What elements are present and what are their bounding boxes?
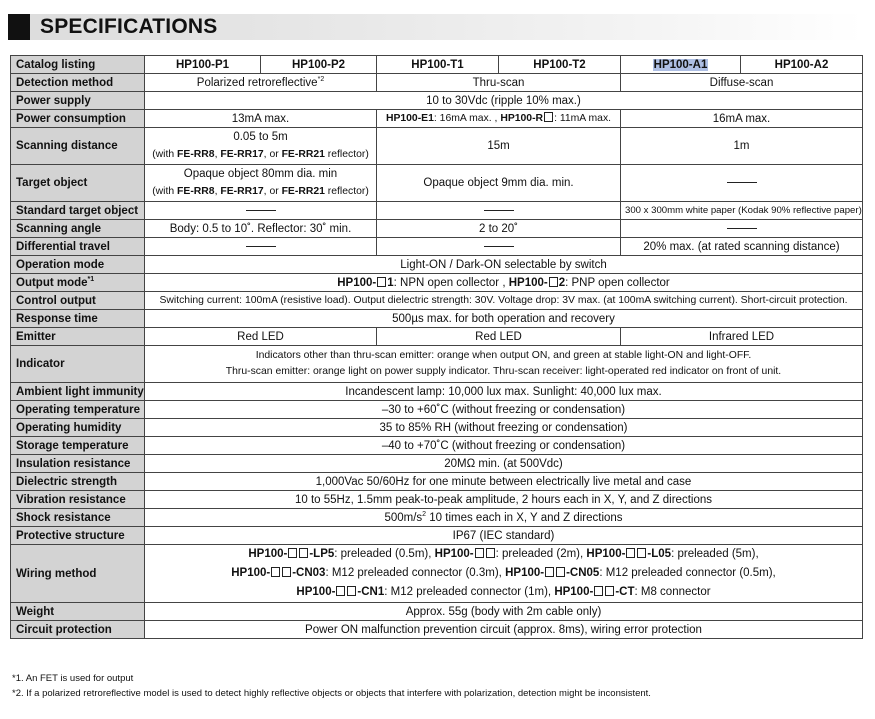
dash-icon [727, 228, 757, 229]
dash-icon [246, 210, 276, 211]
placeholder-box-icon [549, 277, 558, 287]
row-label: Storage temperature [11, 437, 145, 455]
table-row [11, 473, 863, 491]
table-row [11, 310, 863, 328]
table-row [11, 220, 863, 238]
row-label: Catalog listing [11, 56, 145, 74]
placeholder-box-icon [288, 548, 297, 558]
cell: Power ON malfunction prevention circuit (approx. 8ms), wiring error protection [145, 621, 863, 639]
placeholder-box-icon [299, 548, 308, 558]
model-header: HP100-T1 [377, 56, 499, 74]
row-label: Differential travel [11, 238, 145, 256]
placeholder-box-icon [475, 548, 484, 558]
table-row [11, 527, 863, 545]
table-row [11, 545, 863, 603]
cell: HP100- 1: NPN open collector , HP100- 2: PNP open collector [145, 274, 863, 292]
placeholder-box-icon [282, 567, 291, 577]
placeholder-box-icon [271, 567, 280, 577]
cell: –30 to +60˚C (without freezing or condensation) [145, 401, 863, 419]
dash-icon [484, 246, 514, 247]
table-row [11, 165, 863, 202]
table-row [11, 491, 863, 509]
cell: 16mA max. [621, 110, 863, 128]
row-label: Emitter [11, 328, 145, 346]
cell: Light-ON / Dark-ON selectable by switch [145, 256, 863, 274]
cell: Incandescent lamp: 10,000 lux max. Sunlight: 40,000 lux max. [145, 383, 863, 401]
table-row [11, 509, 863, 527]
cell: HP100- -LP5: preleaded (0.5m), HP100- : preleaded (2m), HP100- -L05: preleaded (5m), HP100- -CN03: M12 preleaded connector (0.3m), HP100- -CN05: M12 preleaded connector (0.5m), HP100- -CN1: M12 preleaded connector (1m), HP100- -CT: M8 connector [145, 545, 863, 603]
cell: 500µs max. for both operation and recovery [145, 310, 863, 328]
row-label: Operation mode [11, 256, 145, 274]
model-header: HP100-A2 [741, 56, 863, 74]
row-label: Detection method [11, 74, 145, 92]
cell: Switching current: 100mA (resistive load). Output dielectric strength: 30V. Voltage drop: 3V max. (at 100mA switching current). Short-circuit protection. [145, 292, 863, 310]
placeholder-box-icon [486, 548, 495, 558]
cell [621, 220, 863, 238]
cell [377, 202, 621, 220]
cell: 2 to 20˚ [377, 220, 621, 238]
specifications-table [10, 55, 863, 639]
row-label: Power consumption [11, 110, 145, 128]
cell: HP100-E1: 16mA max. , HP100-R : 11mA max. [377, 110, 621, 128]
table-row [11, 383, 863, 401]
placeholder-box-icon [594, 586, 603, 596]
cell: Indicators other than thru-scan emitter: orange when output ON, and green at stable light-ON and light-OFF. Thru-scan emitter: orange light on power supply indicator. Thru-scan receiver: light-operated red indicator on front of unit. [145, 346, 863, 383]
dash-icon [246, 246, 276, 247]
cell: Approx. 55g (body with 2m cable only) [145, 603, 863, 621]
row-label: Operating temperature [11, 401, 145, 419]
dash-icon [484, 210, 514, 211]
placeholder-box-icon [545, 567, 554, 577]
table-row [11, 110, 863, 128]
cell: Thru-scan [377, 74, 621, 92]
table-row [11, 128, 863, 165]
table-row [11, 256, 863, 274]
row-label: Insulation resistance [11, 455, 145, 473]
cell: Body: 0.5 to 10˚. Reflector: 30˚ min. [145, 220, 377, 238]
row-label: Scanning distance [11, 128, 145, 165]
row-label: Weight [11, 603, 145, 621]
section-header [8, 14, 863, 40]
footnote-2: *2. If a polarized retroreflective model is used to detect highly reflective objects or objects that interfere with polarization, detection might be inconsistent. [12, 688, 651, 699]
cell: 10 to 30Vdc (ripple 10% max.) [145, 92, 863, 110]
placeholder-box-icon [544, 112, 553, 122]
row-label: Response time [11, 310, 145, 328]
row-label: Ambient light immunity [11, 383, 145, 401]
cell: 15m [377, 128, 621, 165]
cell: Opaque object 9mm dia. min. [377, 165, 621, 202]
dash-icon [727, 182, 757, 183]
placeholder-box-icon [626, 548, 635, 558]
placeholder-box-icon [637, 548, 646, 558]
row-label: Vibration resistance [11, 491, 145, 509]
model-header-highlighted: HP100-A1 [621, 56, 741, 74]
row-label: Scanning angle [11, 220, 145, 238]
cell: 20MΩ min. (at 500Vdc) [145, 455, 863, 473]
table-row [11, 621, 863, 639]
cell: Red LED [377, 328, 621, 346]
cell: 20% max. (at rated scanning distance) [621, 238, 863, 256]
cell: Opaque object 80mm dia. min (with FE-RR8, FE-RR17, or FE-RR21 reflector) [145, 165, 377, 202]
placeholder-box-icon [336, 586, 345, 596]
row-label: Indicator [11, 346, 145, 383]
cell: IP67 (IEC standard) [145, 527, 863, 545]
cell: 10 to 55Hz, 1.5mm peak-to-peak amplitude, 2 hours each in X, Y, and Z directions [145, 491, 863, 509]
model-header: HP100-P2 [261, 56, 377, 74]
row-label: Shock resistance [11, 509, 145, 527]
table-row [11, 74, 863, 92]
table-row [11, 401, 863, 419]
cell: –40 to +70˚C (without freezing or condensation) [145, 437, 863, 455]
cell: 1,000Vac 50/60Hz for one minute between electrically live metal and case [145, 473, 863, 491]
placeholder-box-icon [605, 586, 614, 596]
cell: 13mA max. [145, 110, 377, 128]
model-header: HP100-T2 [499, 56, 621, 74]
cell: Infrared LED [621, 328, 863, 346]
row-label: Control output [11, 292, 145, 310]
row-label: Protective structure [11, 527, 145, 545]
table-row [11, 202, 863, 220]
table-row [11, 419, 863, 437]
table-row [11, 292, 863, 310]
row-label: Wiring method [11, 545, 145, 603]
table-row [11, 274, 863, 292]
model-header: HP100-P1 [145, 56, 261, 74]
table-row [11, 455, 863, 473]
row-label: Output mode$^{*1}$ [11, 274, 145, 292]
placeholder-box-icon [347, 586, 356, 596]
row-label: Operating humidity [11, 419, 145, 437]
cell [377, 238, 621, 256]
row-label: Standard target object [11, 202, 145, 220]
cell: Diffuse-scan [621, 74, 863, 92]
cell: $500m/s^2$ 10 times each in X, Y and Z directions [145, 509, 863, 527]
row-label: Dielectric strength [11, 473, 145, 491]
header-marker [8, 14, 30, 40]
placeholder-box-icon [556, 567, 565, 577]
footnote-1: *1. An FET is used for output [12, 673, 134, 684]
page-title: SPECIFICATIONS [40, 15, 218, 38]
row-label: Circuit protection [11, 621, 145, 639]
table-row [11, 92, 863, 110]
row-label: Power supply [11, 92, 145, 110]
table-row [11, 328, 863, 346]
cell [145, 202, 377, 220]
cell: 1m [621, 128, 863, 165]
table-row [11, 346, 863, 383]
table-row [11, 437, 863, 455]
table-row [11, 603, 863, 621]
cell: 35 to 85% RH (without freezing or condensation) [145, 419, 863, 437]
cell: Red LED [145, 328, 377, 346]
cell [621, 165, 863, 202]
cell [145, 238, 377, 256]
table-row [11, 238, 863, 256]
placeholder-box-icon [377, 277, 386, 287]
row-label: Target object [11, 165, 145, 202]
cell: 300 x 300mm white paper (Kodak 90% reflective paper) [621, 202, 863, 220]
cell: 0.05 to 5m (with FE-RR8, FE-RR17, or FE-RR21 reflector) [145, 128, 377, 165]
table-row [11, 56, 863, 74]
cell: Polarized retroreflective$^{*2}$ [145, 74, 377, 92]
